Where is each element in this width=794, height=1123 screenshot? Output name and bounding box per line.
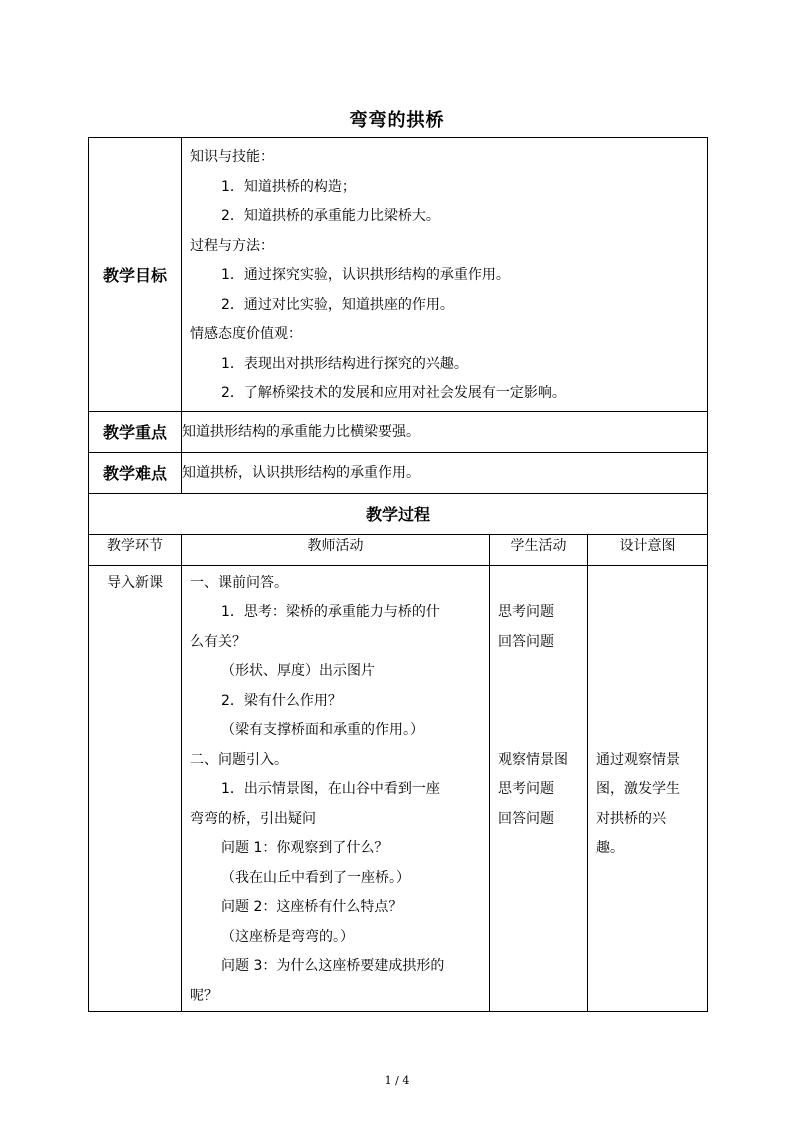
student-activity-line: [498, 716, 581, 746]
student-activity-line: 回答问题: [498, 810, 554, 827]
teacher-activity-line: 弯弯的桥，引出疑问: [190, 810, 316, 827]
design-intent-line: [596, 628, 701, 658]
student-activity-line: [498, 657, 581, 687]
objective-line: 1．通过探究实验，认识拱形结构的承重作用。: [221, 267, 510, 283]
stage-cell: [89, 565, 182, 1012]
process-row-intro: [89, 565, 708, 1012]
teacher-activity-line: 1．思考：梁桥的承重能力与桥的什: [221, 604, 440, 620]
objective-line: 2．了解桥梁技术的发展和应用对社会发展有一定影响。: [221, 385, 566, 401]
design-intent-line: [596, 598, 701, 628]
student-activity-line: 回答问题: [498, 633, 554, 650]
design-intent-lines: [596, 569, 701, 864]
student-activity-line: 思考问题: [498, 781, 554, 797]
teacher-activity-line: （这座桥是弯弯的。）: [221, 928, 354, 945]
process-heading: 教学过程: [89, 493, 708, 534]
document-title: 弯弯的拱桥: [349, 110, 445, 131]
column-header-intent: 设计意图: [588, 534, 708, 565]
objective-line: 1．知道拱桥的构造；: [221, 178, 356, 195]
objective-line: 情感态度价值观：: [190, 326, 302, 342]
column-header-student: 学生活动: [490, 534, 588, 565]
difficulty-label: 教学难点: [89, 452, 182, 493]
student-activity-line: 思考问题: [498, 604, 554, 620]
key-point-row: [89, 411, 708, 452]
teacher-activity-line: 问题 2：这座桥有什么特点？: [221, 899, 403, 915]
design-intent-line: [596, 657, 701, 687]
design-intent-line: 图，激发学生: [596, 781, 680, 797]
objective-line: 1．表现出对拱形结构进行探究的兴趣。: [221, 355, 468, 372]
lesson-plan-table: [88, 137, 708, 1012]
teacher-activity-line: （形状、厚度）出示图片: [221, 663, 375, 679]
process-column-headers: [89, 534, 708, 565]
teacher-activity-line: 问题 1：你观察到了什么？: [221, 840, 389, 856]
design-intent-line: [596, 716, 701, 746]
objective-line: 2．通过对比实验，知道拱座的作用。: [221, 296, 454, 313]
difficulty-row: [89, 452, 708, 493]
design-intent-line: [596, 687, 701, 717]
teacher-activity-line: （我在山丘中看到了一座桥。）: [221, 869, 410, 886]
process-heading-row: [89, 493, 708, 534]
column-header-stage: 教学环节: [89, 534, 182, 565]
page-number: 1 / 4: [384, 1074, 410, 1087]
difficulty-text: 知道拱桥，认识拱形结构的承重作用。: [182, 452, 708, 493]
teacher-activity-cell: [182, 565, 490, 1012]
design-intent-cell: [588, 565, 708, 1012]
design-intent-line: 趣。: [596, 840, 624, 856]
design-intent-line: 通过观察情景: [596, 751, 680, 768]
student-activity-line: 观察情景图: [498, 751, 568, 768]
teacher-activity-line: 么有关？: [190, 633, 246, 650]
teacher-activity-line: 问题 3：为什么这座桥要建成拱形的: [221, 958, 445, 974]
objectives-lines: [190, 143, 701, 409]
teacher-activity-lines: [190, 569, 483, 1012]
column-header-teacher: 教师活动: [182, 534, 490, 565]
objective-line: 知识与技能：: [190, 149, 274, 165]
objectives-row: [89, 138, 708, 412]
teacher-activity-line: （梁有支撑桥面和承重的作用。）: [221, 722, 424, 738]
objectives-content: [182, 138, 708, 412]
design-intent-line: [596, 569, 701, 599]
objectives-label: 教学目标: [89, 138, 182, 412]
design-intent-line: 对拱桥的兴: [596, 810, 666, 827]
teacher-activity-line: 2．梁有什么作用？: [221, 692, 342, 709]
student-activity-cell: [490, 565, 588, 1012]
key-point-text: 知道拱形结构的承重能力比横梁要强。: [182, 411, 708, 452]
objective-line: 过程与方法：: [190, 237, 274, 254]
stage-text: 导入新课: [107, 574, 163, 591]
teacher-activity-line: 1．出示情景图，在山谷中看到一座: [221, 781, 440, 797]
teacher-activity-line: 二、问题引入。: [190, 751, 288, 768]
student-activity-line: [498, 569, 581, 599]
student-activity-line: [498, 687, 581, 717]
teacher-activity-line: 一、课前问答。: [190, 574, 288, 591]
student-activity-lines: [498, 569, 581, 835]
teacher-activity-line: 呢？: [190, 987, 218, 1004]
key-point-label: 教学重点: [89, 411, 182, 452]
objective-line: 2．知道拱桥的承重能力比梁桥大。: [221, 208, 440, 224]
